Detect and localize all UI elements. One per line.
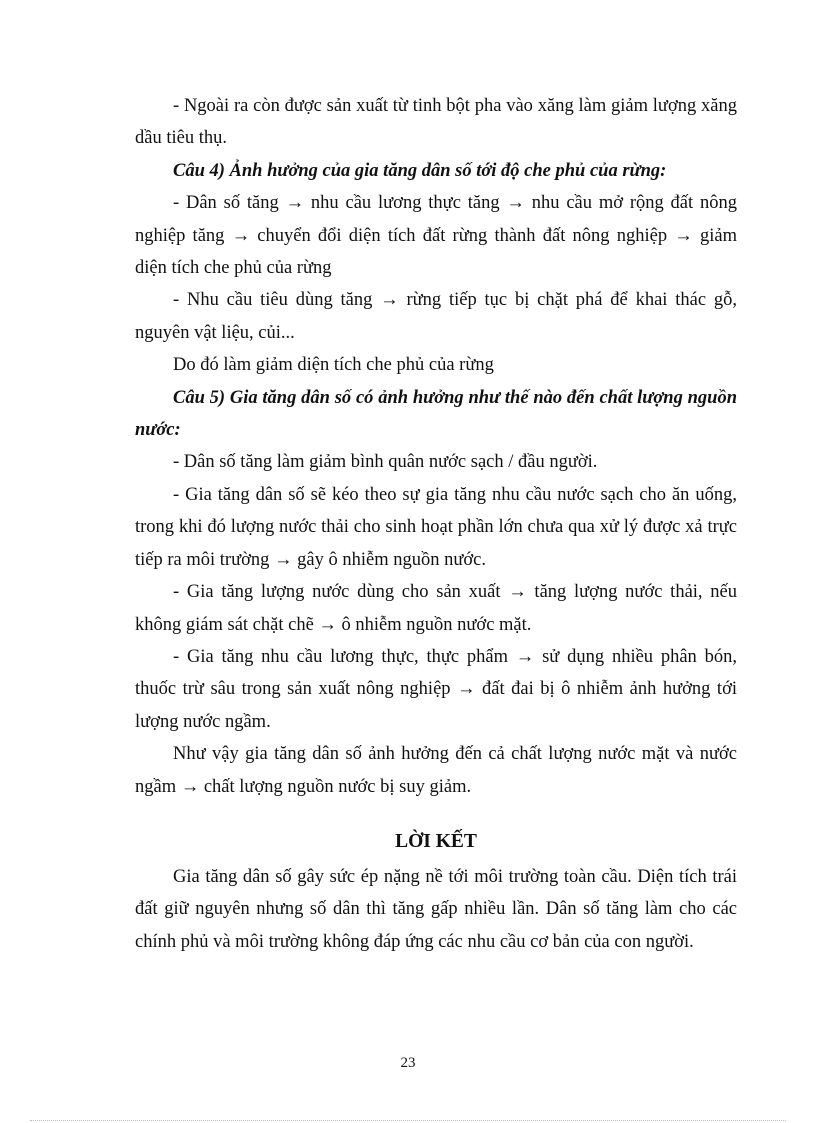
paragraph-production-water: - Gia tăng lượng nước dùng cho sản xuất → tăng lượng nước thải, nếu không giám sát chặt chẽ → ô nhiễm nguồn nước mặt.: [135, 582, 737, 635]
page-number: 23: [400, 1055, 416, 1071]
paragraph-forest-conclusion: Do đó làm giảm diện tích che phủ của rừng: [173, 355, 494, 376]
page-bottom-divider: [30, 1120, 786, 1121]
conclusion-paragraph: Gia tăng dân số gây sức ép nặng nề tới môi trường toàn cầu. Diện tích trái đất giữ nguyên nhưng số dân thì tăng gấp nhiều lần. Dân số tăng làm cho các chính phủ và môi trường không đáp ứng các nhu cầu cơ bản của con người.: [135, 866, 737, 952]
paragraph-wastewater: - Gia tăng dân số sẽ kéo theo sự gia tăng nhu cầu nước sạch cho ăn uống, trong khi đó lượng nước thải cho sinh hoạt phần lớn chưa qua xử lý được xả trực tiếp ra môi trường → gây ô nhiễm nguồn nước.: [135, 484, 737, 570]
paragraph-clean-water: - Dân số tăng làm giảm bình quân nước sạch / đầu người.: [173, 452, 598, 473]
question-4-heading: Câu 4) Ảnh hưởng của gia tăng dân số tới độ che phủ của rừng:: [173, 160, 667, 181]
paragraph-starch-fuel: - Ngoài ra còn được sản xuất từ tinh bột pha vào xăng làm giảm lượng xăng dầu tiêu thụ.: [135, 96, 737, 149]
conclusion-heading: LỜI KẾT: [395, 830, 477, 852]
paragraph-water-summary: Như vậy gia tăng dân số ảnh hưởng đến cả chất lượng nước mặt và nước ngầm → chất lượng nguồn nước bị suy giảm.: [135, 744, 737, 797]
paragraph-fertilizer: - Gia tăng nhu cầu lương thực, thực phẩm → sử dụng nhiều phân bón, thuốc trừ sâu trong sản xuất nông nghiệp → đất đai bị ô nhiễm ảnh hưởng tới lượng nước ngầm.: [135, 646, 737, 732]
page-content: [135, 90, 737, 958]
paragraph-food-demand: - Dân số tăng → nhu cầu lương thực tăng → nhu cầu mở rộng đất nông nghiệp tăng → chuyển đổi diện tích đất rừng thành đất nông nghiệp → giảm diện tích che phủ của rừng: [135, 193, 737, 279]
paragraph-consumption: - Nhu cầu tiêu dùng tăng → rừng tiếp tục bị chặt phá để khai thác gỗ, nguyên vật liệu, củi...: [135, 290, 737, 343]
question-5-heading: Câu 5) Gia tăng dân số có ảnh hưởng như thế nào đến chất lượng nguồn nước:: [135, 387, 737, 441]
